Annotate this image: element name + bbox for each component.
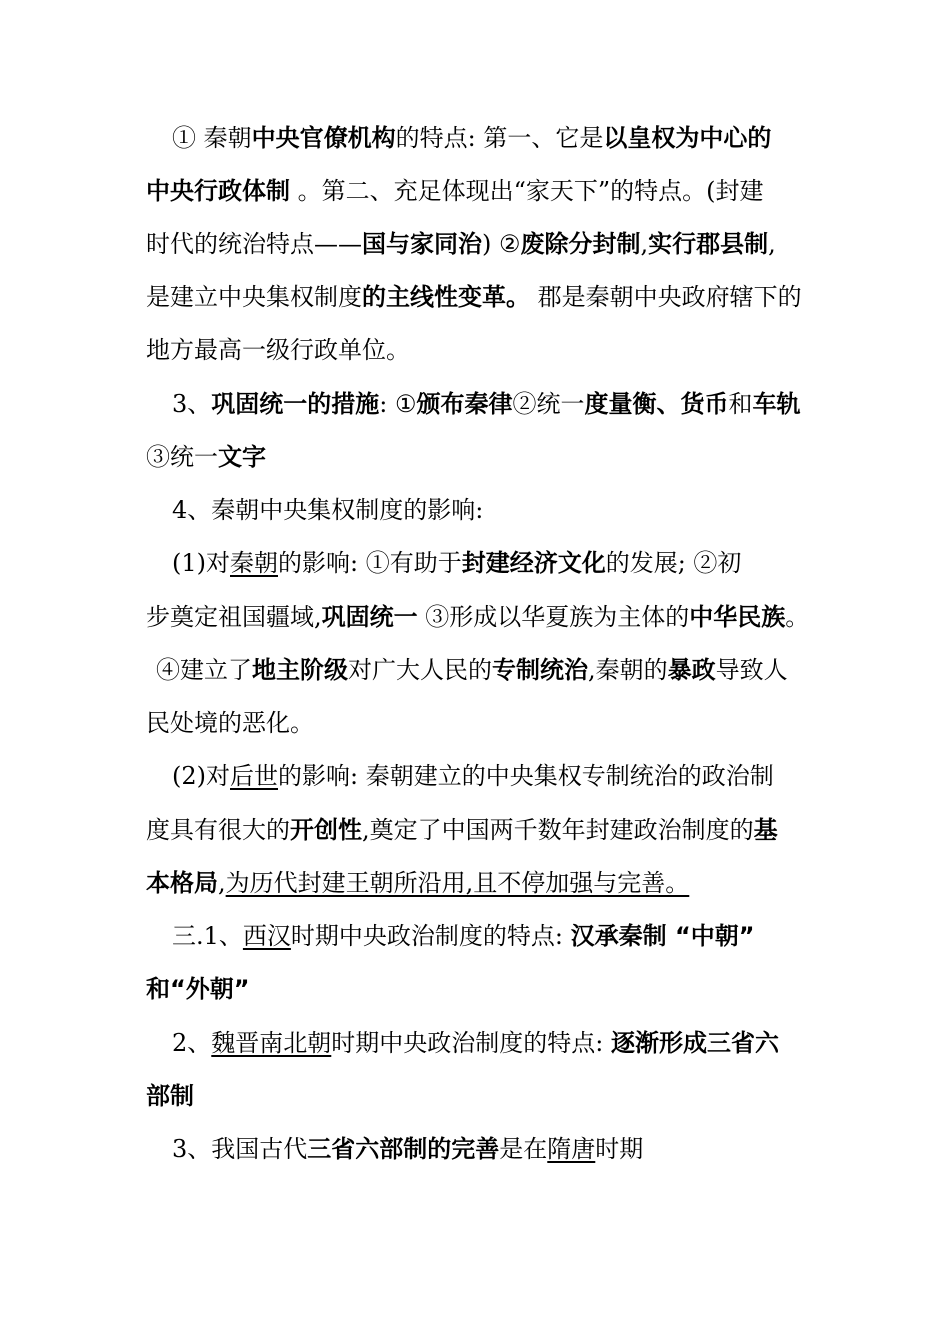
text-line	[0, 388, 950, 420]
underlined-text: 秦朝	[230, 549, 278, 577]
text-line	[0, 281, 950, 313]
text-line	[0, 1133, 950, 1165]
text-segment: 三.1、	[172, 922, 243, 950]
text-segment: 是建立中央集权制度	[146, 283, 362, 311]
text-segment: 时期中央政治制度的特点:	[331, 1029, 611, 1057]
underlined-text: 隋唐	[547, 1135, 596, 1163]
text-segment: 对广大人民的	[348, 656, 492, 684]
bold-text: 部制	[146, 1082, 194, 1110]
text-segment: ① 秦朝	[172, 124, 252, 152]
bold-text: 中央官僚机构	[251, 124, 396, 152]
bold-text: 暴政	[667, 656, 716, 684]
text-segment: 2、	[172, 1029, 212, 1057]
underlined-text: 魏晋南北朝	[211, 1029, 332, 1057]
bold-text: 度量衡、货币	[584, 390, 729, 418]
text-segment: 时期中央政治制度的特点:	[290, 922, 571, 950]
text-segment: ④建立了	[156, 656, 252, 684]
bold-text: 废除分封制	[520, 230, 641, 258]
text-segment: 的影响: ①有助于	[278, 549, 462, 577]
bold-text: 颁布秦律	[416, 390, 513, 418]
text-segment: 4、秦朝中央集权制度的影响:	[172, 496, 484, 524]
underlined-text: 为历代封建王朝所沿用,且不停加强与完善。	[225, 869, 690, 897]
text-segment: 的特点: 第一、它是	[395, 124, 604, 152]
text-segment: ,	[768, 230, 776, 258]
bold-text: 车轨	[752, 390, 801, 418]
text-segment: ,秦朝的	[588, 656, 668, 684]
text-line	[0, 867, 950, 899]
text-segment: : ①	[379, 390, 417, 418]
text-line	[0, 973, 950, 1005]
bold-text: 和“外朝”	[146, 975, 250, 1003]
text-segment: 3、我国古代	[172, 1135, 308, 1163]
text-segment: 步奠定祖国疆域,	[146, 603, 322, 631]
text-segment: 郡是秦朝中央政府辖下的	[530, 283, 802, 311]
text-line	[0, 228, 950, 260]
bold-text: 中央行政体制	[146, 177, 290, 205]
text-line	[0, 441, 950, 473]
text-line	[0, 814, 950, 846]
text-line	[0, 494, 950, 526]
text-line	[0, 1027, 950, 1059]
text-line	[0, 654, 950, 686]
text-line	[0, 601, 950, 633]
text-segment: ) ②	[482, 230, 521, 258]
bold-text: 本格局	[146, 869, 218, 897]
text-line	[0, 334, 950, 366]
bold-text: 文字	[218, 443, 266, 471]
text-segment: 和	[728, 390, 753, 418]
text-segment: 的发展; ②初	[605, 549, 742, 577]
text-segment: 导致人	[715, 656, 788, 684]
underlined-text: 后世	[230, 762, 278, 790]
text-line	[0, 707, 950, 739]
text-segment: ③形成以华夏族为主体的	[417, 603, 690, 631]
bold-text: 地主阶级	[252, 656, 348, 684]
text-segment: ②统一	[512, 390, 585, 418]
text-segment: ,	[640, 230, 649, 258]
bold-text: 封建经济文化	[461, 549, 606, 577]
text-segment: 地方最高一级行政单位。	[146, 336, 410, 364]
text-segment: (1)对	[172, 549, 230, 577]
text-segment: ③统一	[146, 443, 218, 471]
bold-text: 以皇权为中心的	[603, 124, 772, 152]
text-segment: 。	[785, 603, 810, 631]
bold-text: 汉承秦制 “中朝”	[570, 922, 755, 950]
bold-text: 基	[753, 816, 778, 844]
text-segment: 民处境的恶化。	[146, 709, 314, 737]
bold-text: 专制统治	[492, 656, 588, 684]
text-segment: 时代的统治特点——	[146, 230, 362, 258]
underlined-text: 西汉	[242, 922, 291, 950]
bold-text: 实行郡县制	[648, 230, 769, 258]
text-line	[0, 547, 950, 579]
text-line	[0, 1080, 950, 1112]
text-segment: 度具有很大的	[146, 816, 290, 844]
text-line	[0, 175, 950, 207]
bold-text: 逐渐形成三省六	[611, 1029, 779, 1057]
text-segment: ,奠定了中国两千数年封建政治制度的	[362, 816, 754, 844]
bold-text: 开创性	[290, 816, 362, 844]
text-line	[0, 760, 950, 792]
text-segment: 是在	[499, 1135, 548, 1163]
text-line	[0, 122, 950, 154]
bold-text: 的主线性变革。	[362, 283, 530, 311]
bold-text: 中华民族	[689, 603, 786, 631]
bold-text: 国与家同治	[362, 230, 482, 258]
text-segment: 的影响: 秦朝建立的中央集权专制统治的政治制	[278, 762, 774, 790]
text-segment: (2)对	[172, 762, 230, 790]
text-segment: 时期	[595, 1135, 644, 1163]
bold-text: 巩固统一	[321, 603, 418, 631]
bold-text: 巩固统一的措施	[211, 390, 380, 418]
text-segment: ,	[218, 869, 226, 897]
bold-text: 三省六部制的完善	[307, 1135, 500, 1163]
text-line	[0, 920, 950, 952]
text-segment: 3、	[172, 390, 212, 418]
text-segment: 。第二、充足体现出“家天下”的特点。(封建	[290, 177, 764, 205]
